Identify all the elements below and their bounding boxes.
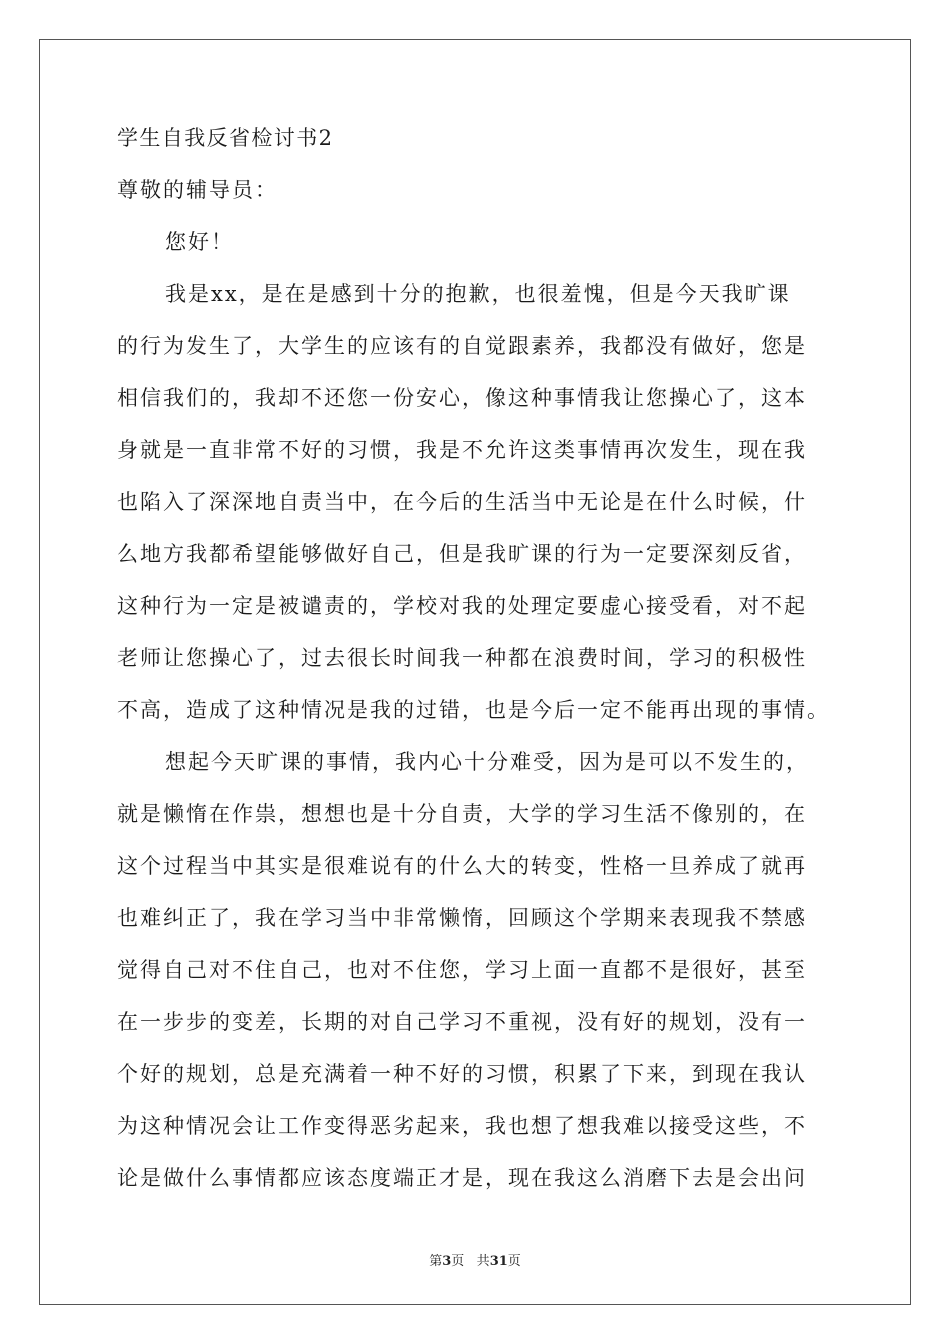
paragraph-line: 身就是一直非常不好的习惯，我是不允许这类事情再次发生，现在我	[117, 438, 807, 462]
paragraph-line: 老师让您操心了，过去很长时间我一种都在浪费时间，学习的积极性	[117, 646, 807, 670]
paragraph-line: 个好的规划，总是充满着一种不好的习惯，积累了下来，到现在我认	[117, 1062, 807, 1086]
total-prefix: 共	[476, 1254, 490, 1269]
page-prefix: 第	[429, 1254, 443, 1269]
page-number: 3	[442, 1254, 452, 1269]
paragraph-line: 的行为发生了，大学生的应该有的自觉跟素养，我都没有做好，您是	[117, 334, 807, 358]
page-suffix: 页	[451, 1254, 465, 1269]
page-footer	[0, 1250, 950, 1269]
paragraph-line: 在一步步的变差，长期的对自己学习不重视，没有好的规划，没有一	[117, 1010, 807, 1034]
total-suffix: 页	[507, 1254, 521, 1269]
document-title: 学生自我反省检讨书2	[117, 126, 334, 150]
paragraph-line: 不高，造成了这种情况是我的过错，也是今后一定不能再出现的事情。	[117, 698, 830, 722]
paragraph-line: 就是懒惰在作祟，想想也是十分自责，大学的学习生活不像别的，在	[117, 802, 807, 826]
paragraph-line: 想起今天旷课的事情，我内心十分难受，因为是可以不发生的，	[165, 750, 809, 774]
paragraph-line: 么地方我都希望能够做好自己，但是我旷课的行为一定要深刻反省，	[117, 542, 807, 566]
paragraph-1	[117, 284, 837, 721]
paragraph-line: 我是xx，是在是感到十分的抱歉，也很羞愧，但是今天我旷课	[165, 282, 791, 306]
paragraph-2	[117, 752, 837, 1189]
paragraph-line: 也陷入了深深地自责当中，在今后的生活当中无论是在什么时候，什	[117, 490, 807, 514]
paragraph-line: 这种行为一定是被谴责的，学校对我的处理定要虚心接受看，对不起	[117, 594, 807, 618]
paragraph-line: 相信我们的，我却不还您一份安心，像这种事情我让您操心了，这本	[117, 386, 807, 410]
greeting: 您好！	[165, 230, 234, 254]
paragraph-line: 这个过程当中其实是很难说有的什么大的转变，性格一旦养成了就再	[117, 854, 807, 878]
paragraph-line: 论是做什么事情都应该态度端正才是，现在我这么消磨下去是会出问	[117, 1166, 807, 1190]
total-pages: 31	[489, 1254, 508, 1269]
document-body	[117, 128, 837, 1220]
paragraph-line: 也难纠正了，我在学习当中非常懒惰，回顾这个学期来表现我不禁感	[117, 906, 807, 930]
paragraph-line: 为这种情况会让工作变得恶劣起来，我也想了想我难以接受这些，不	[117, 1114, 807, 1138]
paragraph-line: 觉得自己对不住自己，也对不住您，学习上面一直都不是很好，甚至	[117, 958, 807, 982]
salutation: 尊敬的辅导员：	[117, 178, 278, 202]
